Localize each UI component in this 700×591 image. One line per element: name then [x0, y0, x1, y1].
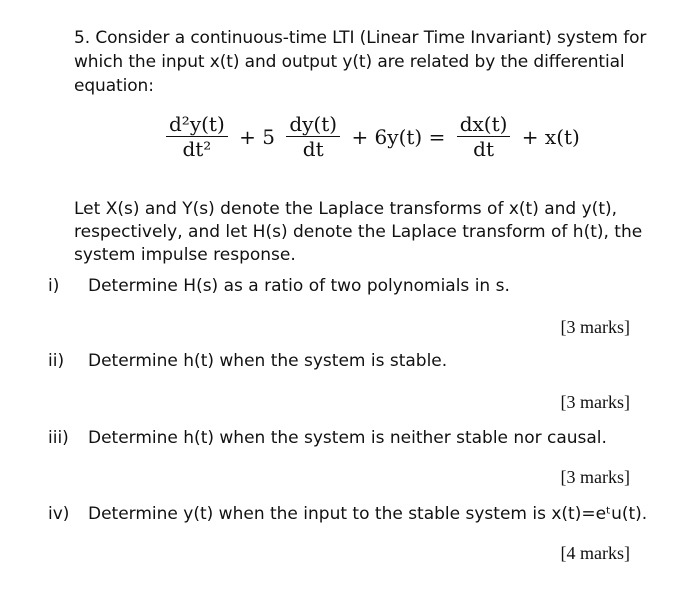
input-derivative-term: [457, 112, 511, 161]
frac2-denominator: dt: [302, 137, 324, 161]
part-text: Determine h(t) when the system is stable.: [88, 351, 448, 371]
frac2-numerator: dy(t): [286, 112, 340, 137]
second-derivative-term: [166, 112, 228, 161]
context-paragraph: Let X(s) and Y(s) denote the Laplace transforms of x(t) and y(t), respectively, and let H(s) denote the Laplace transform of h(t), the system impulse response.: [74, 199, 643, 265]
differential-equation: [164, 112, 583, 161]
middle-terms: + 6y(t) =: [351, 124, 446, 149]
first-derivative-term: [286, 112, 340, 161]
frac1-denominator: dt²: [182, 137, 212, 161]
marks-label: [4 marks]: [560, 543, 630, 563]
frac1-numerator: d²y(t): [166, 112, 228, 137]
part-label: i): [48, 276, 60, 296]
frac3-numerator: dx(t): [457, 112, 511, 137]
tail-term: + x(t): [521, 124, 580, 149]
part-label: iv): [48, 504, 70, 524]
plus-five: + 5: [239, 124, 275, 149]
part-text: Determine H(s) as a ratio of two polynomials in s.: [88, 276, 510, 296]
part-text: Determine y(t) when the input to the stable system is x(t)=eᵗu(t).: [88, 504, 648, 524]
marks-label: [3 marks]: [560, 317, 630, 337]
marks-label: [3 marks]: [560, 467, 630, 487]
marks-label: [3 marks]: [560, 392, 630, 412]
question-intro: 5. Consider a continuous-time LTI (Linear Time Invariant) system for which the input x(t) and output y(t) are related by the differential equation:: [74, 28, 647, 96]
part-text: Determine h(t) when the system is neither stable nor causal.: [88, 428, 607, 448]
part-label: ii): [48, 351, 65, 371]
frac3-denominator: dt: [473, 137, 494, 161]
part-label: iii): [48, 428, 69, 448]
